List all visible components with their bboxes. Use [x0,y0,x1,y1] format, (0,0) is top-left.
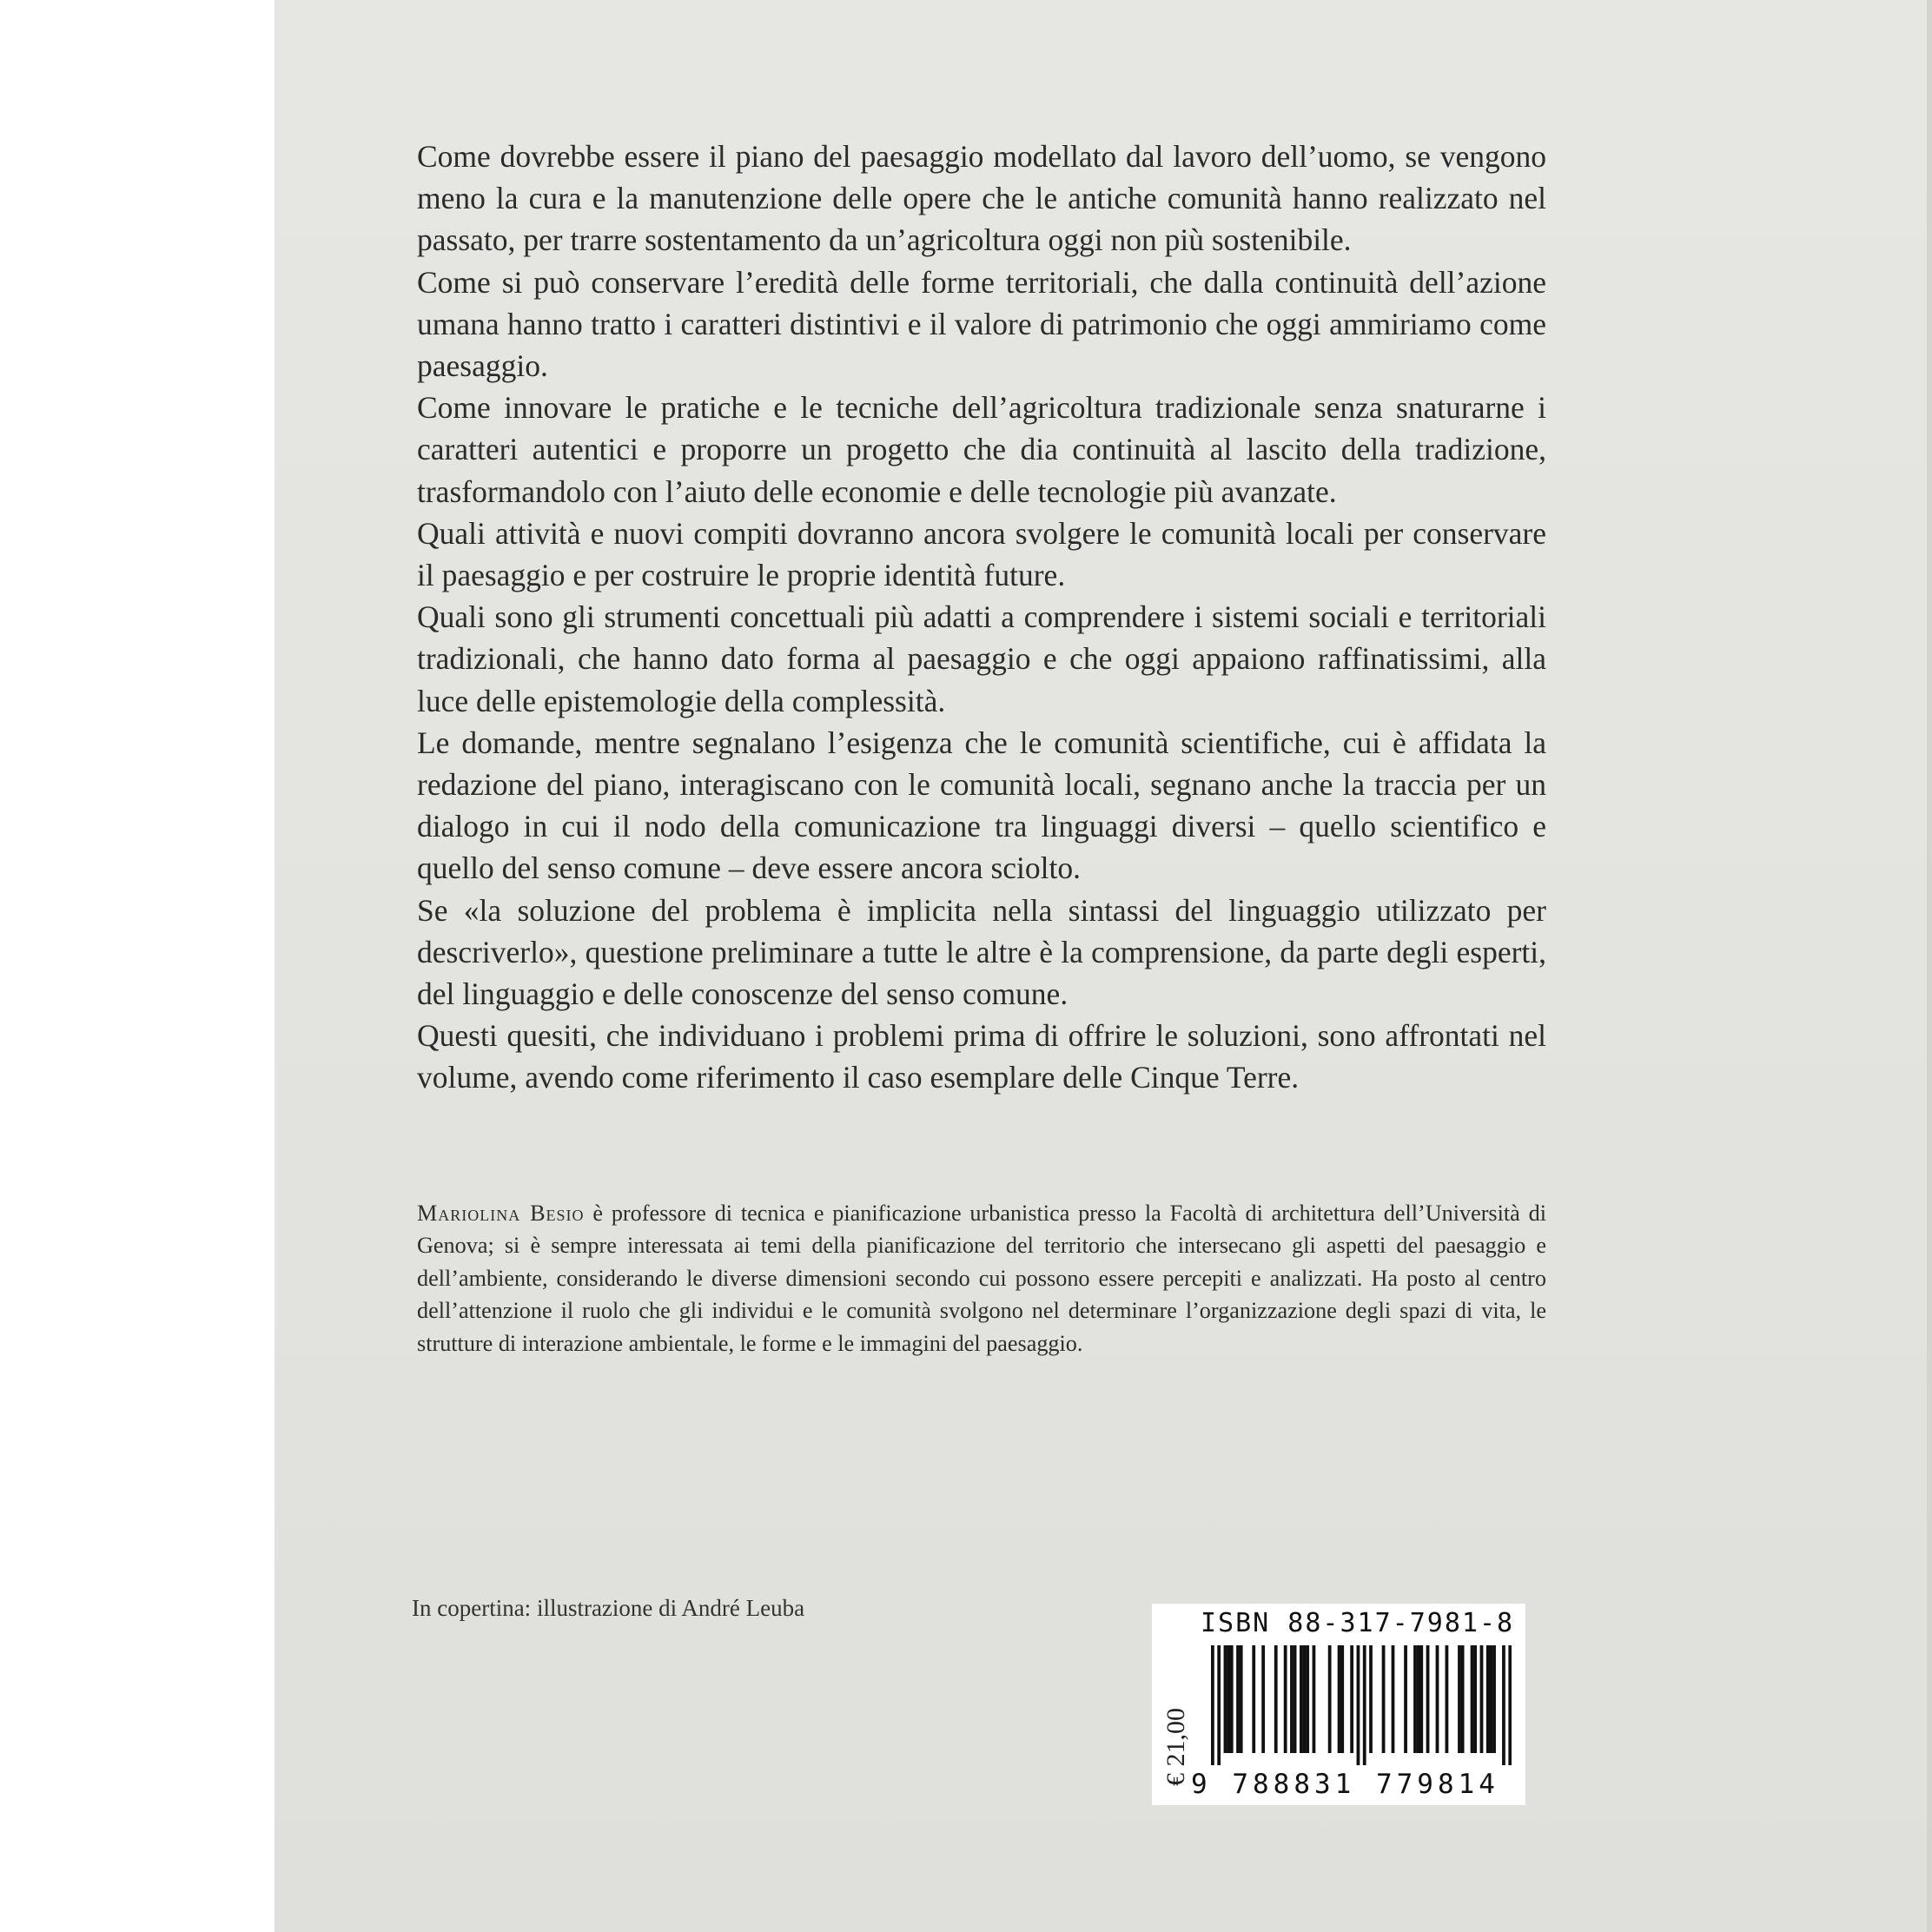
barcode-bar [1303,1645,1307,1753]
barcode-bar [1328,1645,1332,1753]
price-label: € 21,00 [1161,1708,1190,1786]
barcode-bar [1306,1645,1309,1753]
barcode-bar [1382,1645,1386,1753]
barcode-bar [1224,1645,1227,1753]
barcode-bar [1261,1645,1265,1753]
barcode-bar [1230,1645,1234,1753]
barcode-bar [1290,1645,1294,1753]
barcode-bar [1471,1645,1474,1753]
blurb-paragraph-5: Quali sono gli strumenti concettuali più adatti a comprendere i sistemi sociali e territoriali tradizionali, che hanno dato forma al paesaggio e che oggi appaiono raffinatissimi, alla luce delle epistemologie della complessità. [417,599,1546,718]
author-bio [417,1197,1546,1360]
barcode-bar [1436,1645,1439,1753]
barcode-bar [1227,1645,1230,1753]
barcode-bar [1357,1645,1360,1765]
barcode-bar [1392,1645,1395,1753]
blurb-text [417,136,1546,1099]
barcode-bar [1419,1645,1423,1753]
blurb-paragraph-1: Come dovrebbe essere il piano del paesaggio modellato dal lavoro dell’uomo, se vengono meno la cura e la manutenzione delle opere che le antiche comunità hanno realizzato nel passato, per trarre sostentamento da un’agricoltura oggi non più sostenibile. [417,139,1546,258]
barcode-bar [1217,1645,1221,1765]
blurb-paragraph-7: Se «la soluzione del problema è implicita nella sintassi del linguaggio utilizzato per descriverlo», questione preliminare a tutte le altre è la comprensione, da parte degli esperti, del linguaggio e delle conoscenze del senso comune. [417,892,1546,1012]
author-bio-text: è professore di tecnica e pianificazione urbanistica presso la Facoltà di architettura dell’Università di Genova; si è sempre interessata ai temi della pianificazione del territorio che intersecano gli aspetti del paesaggio e dell’ambiente, considerando le diverse dimensioni secondo cui possono essere percepiti e analizzati. Ha posto al centro dell’attenzione il ruolo che gli individui e le comunità svolgono nel determinare l’organizzazione degli spazi di vita, le strutture di interazione ambientale, le forme e le immagini del paesaggio. [417,1201,1546,1356]
barcode-bar [1369,1645,1373,1753]
barcode-bar [1404,1645,1407,1753]
barcode-bars [1211,1645,1512,1765]
blurb-paragraph-4: Quali attività e nuovi compiti dovranno ancora svolgere le comunità locali per conservare il paesaggio e per costruire le proprie identità future. [417,515,1546,593]
barcode-bar [1458,1645,1461,1753]
barcode-bar [1338,1645,1341,1753]
barcode-bar [1492,1645,1496,1753]
barcode-bar [1490,1645,1493,1753]
barcode-bar [1236,1645,1240,1753]
isbn-number: ISBN 88-317-7981-8 [1201,1608,1515,1638]
barcode-bar [1240,1645,1243,1753]
barcode-bar [1350,1645,1353,1753]
barcode-bar [1426,1645,1430,1753]
blurb-paragraph-2: Come si può conservare l’eredità delle forme territoriali, che dalla continuità dell’azione umana hanno tratto i caratteri distintivi e il valore di patrimonio che oggi ammiriamo come paesaggio. [417,264,1546,384]
barcode-bar [1480,1645,1484,1753]
barcode-bar [1294,1645,1297,1753]
blurb-paragraph-8: Questi quesiti, che individuano i problemi prima di offrire le soluzioni, sono affrontati nel volume, avendo come riferimento il caso esemplare delle Cinque Terre. [417,1018,1546,1095]
barcode-bar [1486,1645,1490,1753]
barcode-bar [1473,1645,1477,1753]
blurb-paragraph-6: Le domande, mentre segnalano l’esigenza che le comunità scientifiche, cui è affidata la redazione del piano, interagiscano con le comunità locali, segnano anche la traccia per un dialogo in cui il nodo della comunicazione tra linguaggi diversi – quello scientifico e quello del senso comune – deve essere ancora sciolto. [417,724,1546,886]
cover-credit: In copertina: illustrazione di André Leuba [412,1595,805,1621]
author-name: Mariolina Besio [417,1201,585,1226]
barcode-bar [1313,1645,1316,1753]
barcode-bar [1446,1645,1449,1753]
barcode-bar [1211,1645,1214,1765]
barcode-bar [1340,1645,1344,1753]
barcode-bar [1274,1645,1278,1753]
barcode-bar [1363,1645,1366,1765]
barcode-bar [1300,1645,1303,1753]
barcode-bar [1502,1645,1505,1765]
barcode-bar [1417,1645,1420,1753]
barcode-bar [1461,1645,1465,1753]
blurb-paragraph-3: Come innovare le pratiche e le tecniche dell’agricoltura tradizionale senza snaturarne i caratteri autentici e proporre un progetto che dia continuità al lascito della tradizione, trasformandolo con l’aiuto delle economie e delle tecnologie più avanzate. [417,390,1546,509]
barcode-bar [1413,1645,1417,1753]
barcode-bar [1252,1645,1255,1753]
ean-number: 9 788831 779814 [1191,1769,1499,1800]
barcode-bar [1284,1645,1287,1753]
barcode-bar [1508,1645,1512,1765]
